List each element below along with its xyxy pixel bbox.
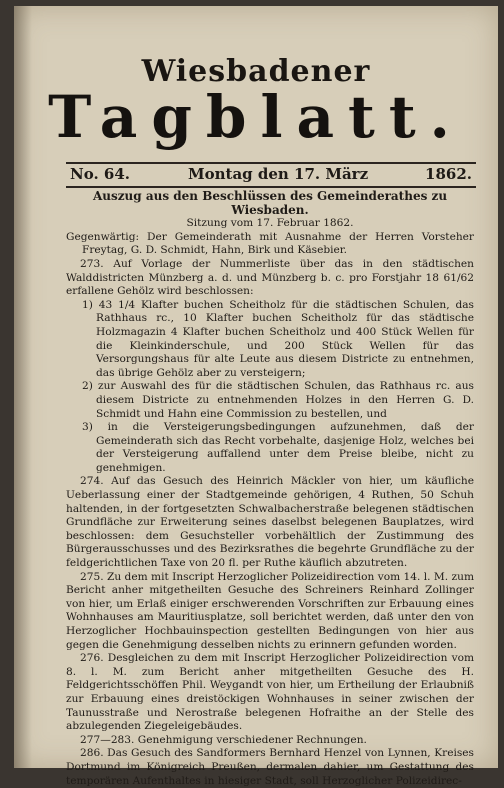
paragraph-276: 276. Desgleichen zu dem mit Inscript Herzoglicher Polizeidirection vom 8. l. M. zum Bericht anher mitgetheilten Gesuche des H. Feldgerichtsschöffen Phil. Weygandt von hier, um Ertheilung der Erlaubniß zur Erbauung eines dreistöckigen Wohnhauses in seiner zwischen der Taunusstraße und Nerostraße belegenen Hofraithe an der Stelle des abzulegenden Ziegeleigebäudes. bbox=[66, 652, 474, 733]
masthead-title: Tagblatt. bbox=[48, 83, 464, 151]
present-members: Gegenwärtig: Der Gemeinderath mit Ausnahme der Herren Vorsteher Freytag, G. D. Schmidt, Hahn, Birk und Käsebier. bbox=[66, 230, 474, 257]
paragraph-274: 274. Auf das Gesuch des Heinrich Mäckler von hier, um käufliche Ueberlassung einer der Stadtgemeinde gehörigen, 4 Ruthen, 50 Schuh haltenden, in der fortgesetzten Schwalbacherstraße belegenen städtischen Grundfläche zur Erweiterung seines daselbst belegenen Bauplatzes, wird beschlossen: dem Gesuchsteller vorbehältlich der Zustimmung des Bürgerausschusses und des Bezirksrathes die begehrte Grundfläche zu der feldgerichtlichen Taxe von 20 fl. per Ruthe käuflich abzutreten. bbox=[66, 475, 474, 570]
article-heading: Auszug aus den Beschlüssen des Gemeinderathes zu Wiesbaden. bbox=[92, 189, 448, 217]
paragraph-286: 286. Das Gesuch des Sandformers Bernhard Henzel von Lynnen, Kreises Dortmund im Königreich Preußen, dermalen dahier, um Gestattung des temporären Aufenthaltes in hiesiger Stadt, soll Herzoglicher Polizeidirec- bbox=[66, 747, 474, 787]
paragraph-273-item-1: 1) 43 1/4 Klafter buchen Scheitholz für die städtischen Schulen, das Rathhaus rc., 10 Klafter buchen Scheitholz für das städtische Holzmagazin 4 Klafter buchen Scheitholz und 400 Stück Wellen für die Kleinkinderschule, und 200 Stück Wellen für das Versorgungshaus für alte Leute aus diesem Districte zu entnehmen, das übrige Gehölz aber zu versteigern; bbox=[82, 298, 474, 379]
masthead-city: Wiesbadener bbox=[141, 54, 371, 89]
issue-year: 1862. bbox=[425, 165, 472, 183]
issue-date: Montag den 17. März bbox=[188, 165, 369, 183]
article-body bbox=[66, 190, 474, 788]
issue-number: No. 64. bbox=[70, 165, 130, 183]
paragraph-277: 277—283. Genehmigung verschiedener Rechnungen. bbox=[80, 733, 367, 746]
paragraph-275: 275. Zu dem mit Inscript Herzoglicher Polizeidirection vom 14. l. M. zum Bericht anher mitgetheilten Gesuche des Schreiners Reinhard Zollinger von hier, um Erlaß einiger erschwerenden Vorschriften zur Erbauung eines Wohnhauses am Mauritiusplatze, soll berichtet werden, daß unter den von Herzoglicher Hochbauinspection gestellten Bedingungen von hier aus gegen die Genehmigung desselben nichts zu erinnern gefunden worden. bbox=[66, 570, 474, 651]
paragraph-273-item-2: 2) zur Auswahl des für die städtischen Schulen, das Rathhaus rc. aus diesem Districte zu entnehmenden Holzes in den Herren G. D. Schmidt und Hahn eine Commission zu bestellen, und bbox=[82, 380, 474, 420]
issue-line bbox=[66, 162, 476, 188]
paragraph-273-item-3: 3) in die Versteigerungsbedingungen aufzunehmen, daß der Gemeinderath sich das Recht vorbehalte, dasjenige Holz, welches bei der Versteigerung auffallend unter dem Preise bleibe, nicht zu genehmigen. bbox=[82, 421, 474, 474]
newspaper-page bbox=[14, 6, 498, 787]
paragraph-273: 273. Auf Vorlage der Nummerliste über das in den städtischen Walddistricten Münzberg a. d. und Münzberg b. c. pro Forstjahr 18 61/62 erfallene Gehölz wird beschlossen: bbox=[66, 257, 474, 298]
article-session: Sitzung vom 17. Februar 1862. bbox=[186, 217, 354, 230]
